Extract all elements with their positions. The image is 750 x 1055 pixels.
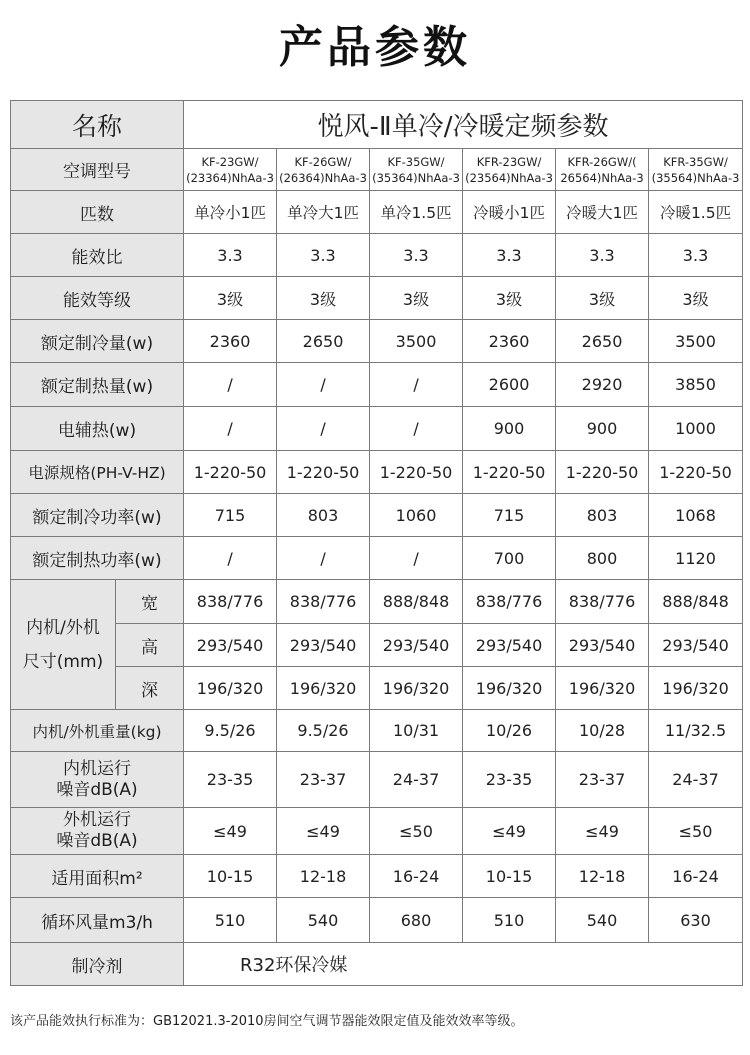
value-cell: 单冷大1匹: [277, 191, 370, 234]
row-label: 空调型号: [11, 149, 184, 191]
value-cell: /: [184, 407, 277, 451]
value-cell: 11/32.5: [649, 710, 743, 752]
value-cell: 540: [556, 898, 649, 943]
value-cell: 2600: [463, 363, 556, 407]
table-main-title: 悦风-Ⅱ单冷/冷暖定频参数: [184, 101, 743, 149]
value-cell: 3.3: [556, 234, 649, 277]
model-line: KFR-26GW/(: [567, 154, 637, 169]
value-cell: 23-37: [556, 752, 649, 808]
model-line: KF-23GW/: [201, 154, 259, 169]
value-cell: 293/540: [370, 624, 463, 667]
value-cell: 12-18: [556, 855, 649, 898]
value-cell: /: [370, 407, 463, 451]
row-label: 额定制冷量(w): [11, 320, 184, 363]
value-cell: 196/320: [184, 667, 277, 710]
value-cell: 冷暖1.5匹: [649, 191, 743, 234]
table-row: [11, 624, 743, 667]
table-row: [11, 234, 743, 277]
value-cell: 196/320: [649, 667, 743, 710]
value-cell: 2360: [463, 320, 556, 363]
table-row: [11, 898, 743, 943]
value-cell: 838/776: [184, 580, 277, 624]
value-cell: 3级: [184, 277, 277, 320]
model-line: (35564)NhAa-3: [651, 170, 740, 185]
row-label: 能效等级: [11, 277, 184, 320]
value-cell: 3.3: [370, 234, 463, 277]
value-cell: ≤50: [649, 808, 743, 855]
model-line: KF-35GW/: [387, 154, 445, 169]
value-cell: 838/776: [277, 580, 370, 624]
value-cell: 838/776: [556, 580, 649, 624]
value-cell: 800: [556, 537, 649, 580]
model-line: (23364)NhAa-3: [186, 170, 274, 185]
value-cell: 1-220-50: [370, 451, 463, 494]
table-row: [11, 580, 743, 624]
value-cell: 510: [463, 898, 556, 943]
value-cell: 1-220-50: [556, 451, 649, 494]
value-cell: 715: [463, 494, 556, 537]
value-cell: 2650: [556, 320, 649, 363]
value-cell: 10-15: [463, 855, 556, 898]
footer-note: 该产品能效执行标准为：GB12021.3-2010房间空气调节器能效限定值及能效效率等级。: [10, 1014, 524, 1029]
row-label: 额定制热功率(w): [11, 537, 184, 580]
value-cell: 803: [277, 494, 370, 537]
value-cell: ≤49: [184, 808, 277, 855]
value-cell: ≤49: [277, 808, 370, 855]
value-cell: 293/540: [556, 624, 649, 667]
value-cell: 196/320: [463, 667, 556, 710]
row-label: 循环风量m3/h: [11, 898, 184, 943]
value-cell: /: [184, 537, 277, 580]
value-cell: /: [277, 537, 370, 580]
value-cell: 803: [556, 494, 649, 537]
row-label: 能效比: [11, 234, 184, 277]
value-cell: 3.3: [184, 234, 277, 277]
value-cell: 1068: [649, 494, 743, 537]
value-cell: 单冷小1匹: [184, 191, 277, 234]
value-cell: 630: [649, 898, 743, 943]
row-label: 匹数: [11, 191, 184, 234]
table-row: [11, 191, 743, 234]
value-cell: 23-35: [463, 752, 556, 808]
value-cell: 700: [463, 537, 556, 580]
value-cell: 540: [277, 898, 370, 943]
model-cell: [649, 149, 743, 191]
model-row: [11, 149, 743, 191]
value-cell: 10/31: [370, 710, 463, 752]
value-cell: 680: [370, 898, 463, 943]
row-label-line: 噪音dB(A): [56, 779, 138, 800]
refrigerant-value: R32环保冷媒: [184, 943, 743, 986]
row-label-line: 噪音dB(A): [56, 831, 138, 851]
row-label: 电辅热(w): [11, 407, 184, 451]
value-cell: ≤50: [370, 808, 463, 855]
row-label: 额定制热量(w): [11, 363, 184, 407]
row-label: [11, 752, 184, 808]
value-cell: 2360: [184, 320, 277, 363]
value-cell: 2650: [277, 320, 370, 363]
value-cell: 3级: [649, 277, 743, 320]
row-label: 制冷剂: [11, 943, 184, 986]
value-cell: 10/28: [556, 710, 649, 752]
value-cell: 10/26: [463, 710, 556, 752]
value-cell: 24-37: [370, 752, 463, 808]
value-cell: 3500: [649, 320, 743, 363]
value-cell: 16-24: [649, 855, 743, 898]
table-row: [11, 320, 743, 363]
value-cell: 3.3: [277, 234, 370, 277]
value-cell: 3级: [463, 277, 556, 320]
model-line: KFR-35GW/: [663, 154, 728, 169]
value-cell: 196/320: [556, 667, 649, 710]
value-cell: 293/540: [649, 624, 743, 667]
dimension-label: 宽: [116, 580, 184, 624]
value-cell: 293/540: [277, 624, 370, 667]
value-cell: 888/848: [370, 580, 463, 624]
value-cell: 1-220-50: [277, 451, 370, 494]
model-cell: [556, 149, 649, 191]
value-cell: 3级: [370, 277, 463, 320]
table-row: [11, 363, 743, 407]
row-label-line: 内机运行: [63, 758, 131, 779]
value-cell: 3.3: [463, 234, 556, 277]
dimension-label: 深: [116, 667, 184, 710]
model-line: (35364)NhAa-3: [372, 170, 460, 185]
value-cell: 3.3: [649, 234, 743, 277]
value-cell: 10-15: [184, 855, 277, 898]
table-row: [11, 808, 743, 855]
value-cell: 900: [463, 407, 556, 451]
table-row: [11, 277, 743, 320]
model-line: 26564)NhAa-3: [560, 170, 644, 185]
value-cell: 单冷1.5匹: [370, 191, 463, 234]
value-cell: 1120: [649, 537, 743, 580]
table-row: [11, 407, 743, 451]
table-row: [11, 710, 743, 752]
value-cell: 12-18: [277, 855, 370, 898]
value-cell: 2920: [556, 363, 649, 407]
row-label: 电源规格(PH-V-HZ): [11, 451, 184, 494]
table-row: [11, 752, 743, 808]
table-row: [11, 855, 743, 898]
table-row: [11, 667, 743, 710]
size-label-line: 尺寸(mm): [22, 651, 104, 672]
value-cell: 1-220-50: [463, 451, 556, 494]
dimension-label: 高: [116, 624, 184, 667]
value-cell: 冷暖小1匹: [463, 191, 556, 234]
value-cell: 3级: [556, 277, 649, 320]
row-label-line: 外机运行: [63, 810, 131, 830]
value-cell: 3500: [370, 320, 463, 363]
row-label: 适用面积m²: [11, 855, 184, 898]
value-cell: 9.5/26: [184, 710, 277, 752]
value-cell: 16-24: [370, 855, 463, 898]
value-cell: 196/320: [277, 667, 370, 710]
table-row: [11, 494, 743, 537]
spec-table: [10, 100, 743, 986]
value-cell: 196/320: [370, 667, 463, 710]
size-group-label: [11, 580, 116, 710]
row-label: [11, 808, 184, 855]
model-cell: [184, 149, 277, 191]
name-header-cell: 名称: [11, 101, 184, 149]
model-cell: [463, 149, 556, 191]
size-label-line: 内机/外机: [26, 617, 100, 638]
row-label: 额定制冷功率(w): [11, 494, 184, 537]
value-cell: 1-220-50: [649, 451, 743, 494]
value-cell: 888/848: [649, 580, 743, 624]
page-title: 产品参数: [279, 22, 471, 73]
model-line: KFR-23GW/: [476, 154, 542, 169]
value-cell: /: [277, 363, 370, 407]
value-cell: 23-35: [184, 752, 277, 808]
value-cell: 23-37: [277, 752, 370, 808]
value-cell: 293/540: [463, 624, 556, 667]
value-cell: 3850: [649, 363, 743, 407]
value-cell: 1000: [649, 407, 743, 451]
value-cell: ≤49: [463, 808, 556, 855]
value-cell: /: [277, 407, 370, 451]
model-line: (23564)NhAa-3: [465, 170, 553, 185]
model-line: (26364)NhAa-3: [279, 170, 367, 185]
value-cell: 1-220-50: [184, 451, 277, 494]
value-cell: ≤49: [556, 808, 649, 855]
model-cell: [370, 149, 463, 191]
value-cell: 1060: [370, 494, 463, 537]
value-cell: /: [370, 363, 463, 407]
table-row: [11, 943, 743, 986]
value-cell: 293/540: [184, 624, 277, 667]
value-cell: /: [370, 537, 463, 580]
value-cell: 9.5/26: [277, 710, 370, 752]
value-cell: 900: [556, 407, 649, 451]
value-cell: 510: [184, 898, 277, 943]
table-row: [11, 537, 743, 580]
value-cell: 冷暖大1匹: [556, 191, 649, 234]
model-cell: [277, 149, 370, 191]
row-label: 内机/外机重量(kg): [11, 710, 184, 752]
value-cell: 838/776: [463, 580, 556, 624]
header-row: [11, 101, 743, 149]
value-cell: 3级: [277, 277, 370, 320]
model-line: KF-26GW/: [294, 154, 352, 169]
table-row: [11, 451, 743, 494]
value-cell: 24-37: [649, 752, 743, 808]
value-cell: 715: [184, 494, 277, 537]
value-cell: /: [184, 363, 277, 407]
